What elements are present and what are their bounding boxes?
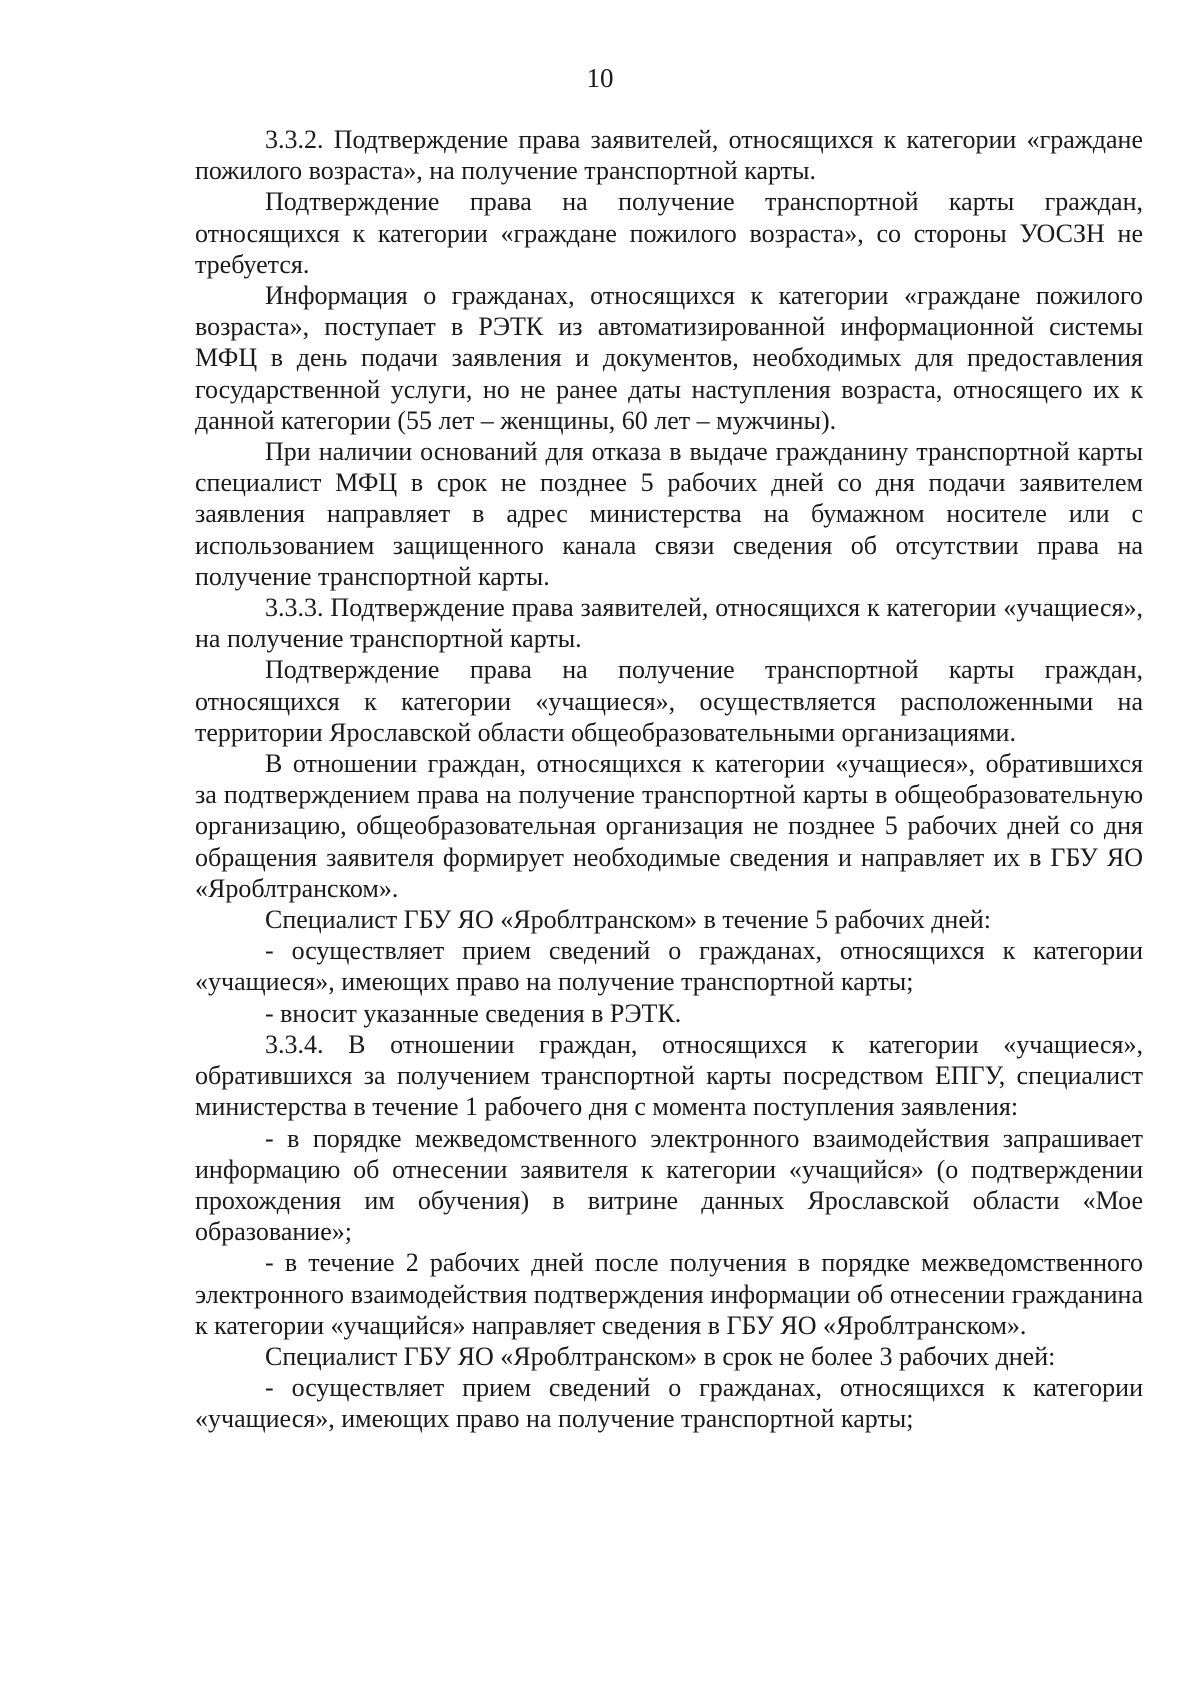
paragraph: Специалист ГБУ ЯО «Яроблтранском» в течение 5 рабочих дней:: [265, 905, 992, 935]
list-item: - осуществляет прием сведений о гражданах, относящихся к категории «учащиеся», имеющих право на получение транспортной карты;: [195, 936, 1143, 997]
list-item: - в течение 2 рабочих дней после получения в порядке межведомственного электронного взаимодействия подтверждения информации об отнесении гражданина к категории «учащийся» направляет сведения в ГБУ ЯО «Яроблтранском».: [195, 1248, 1143, 1340]
section-heading-3-3-3: 3.3.3. Подтверждение права заявителей, относящихся к категории «учащиеся», на получение транспортной карты.: [195, 593, 1143, 654]
section-heading-3-3-2: 3.3.2. Подтверждение права заявителей, относящихся к категории «граждане пожилого возраста», на получение транспортной карты.: [195, 125, 1143, 186]
page-number: 10: [586, 63, 614, 93]
paragraph: Информация о гражданах, относящихся к категории «граждане пожилого возраста», поступает в РЭТК из автоматизированной информационной системы МФЦ в день подачи заявления и документов, необходимых для предоставления государственной услуги, но не ранее даты наступления возраста, относящего их к данной категории (55 лет – женщины, 60 лет – мужчины).: [195, 281, 1143, 435]
list-item: - вносит указанные сведения в РЭТК.: [265, 998, 682, 1028]
paragraph: В отношении граждан, относящихся к категории «учащиеся», обратившихся за подтверждением права на получение транспортной карты в общеобразовательную организацию, общеобразовательная организация не позднее 5 рабочих дней со дня обращения заявителя формирует необходимые сведения и направляет их в ГБУ ЯО «Яроблтранском».: [195, 749, 1143, 903]
paragraph: Подтверждение права на получение транспортной карты граждан, относящихся к категории «граждане пожилого возраста», со стороны УОСЗН не требуется.: [195, 187, 1143, 279]
list-item: - в порядке межведомственного электронного взаимодействия запрашивает информацию об отнесении заявителя к категории «учащийся» (о подтверждении прохождения им обучения) в витрине данных Ярославской области «Мое образование»;: [195, 1123, 1143, 1247]
paragraph: Специалист ГБУ ЯО «Яроблтранском» в срок не более 3 рабочих дней:: [265, 1341, 1056, 1371]
section-heading-3-3-4: 3.3.4. В отношении граждан, относящихся к категории «учащиеся», обратившихся за получением транспортной карты посредством ЕПГУ, специалист министерства в течение 1 рабочего дня с момента поступления заявления:: [195, 1029, 1143, 1122]
paragraph: Подтверждение права на получение транспортной карты граждан, относящихся к категории «учащиеся», осуществляется расположенными на территории Ярославской области общеобразовательными организациями.: [195, 655, 1143, 747]
paragraph: При наличии оснований для отказа в выдаче гражданину транспортной карты специалист МФЦ в срок не позднее 5 рабочих дней со дня подачи заявителем заявления направляет в адрес министерства на бумажном носителе или с использованием защищенного канала связи сведения об отсутствии права на получение транспортной карты.: [195, 437, 1143, 591]
document-body: [195, 124, 1143, 1435]
list-item: - осуществляет прием сведений о гражданах, относящихся к категории «учащиеся», имеющих право на получение транспортной карты;: [195, 1373, 1143, 1434]
